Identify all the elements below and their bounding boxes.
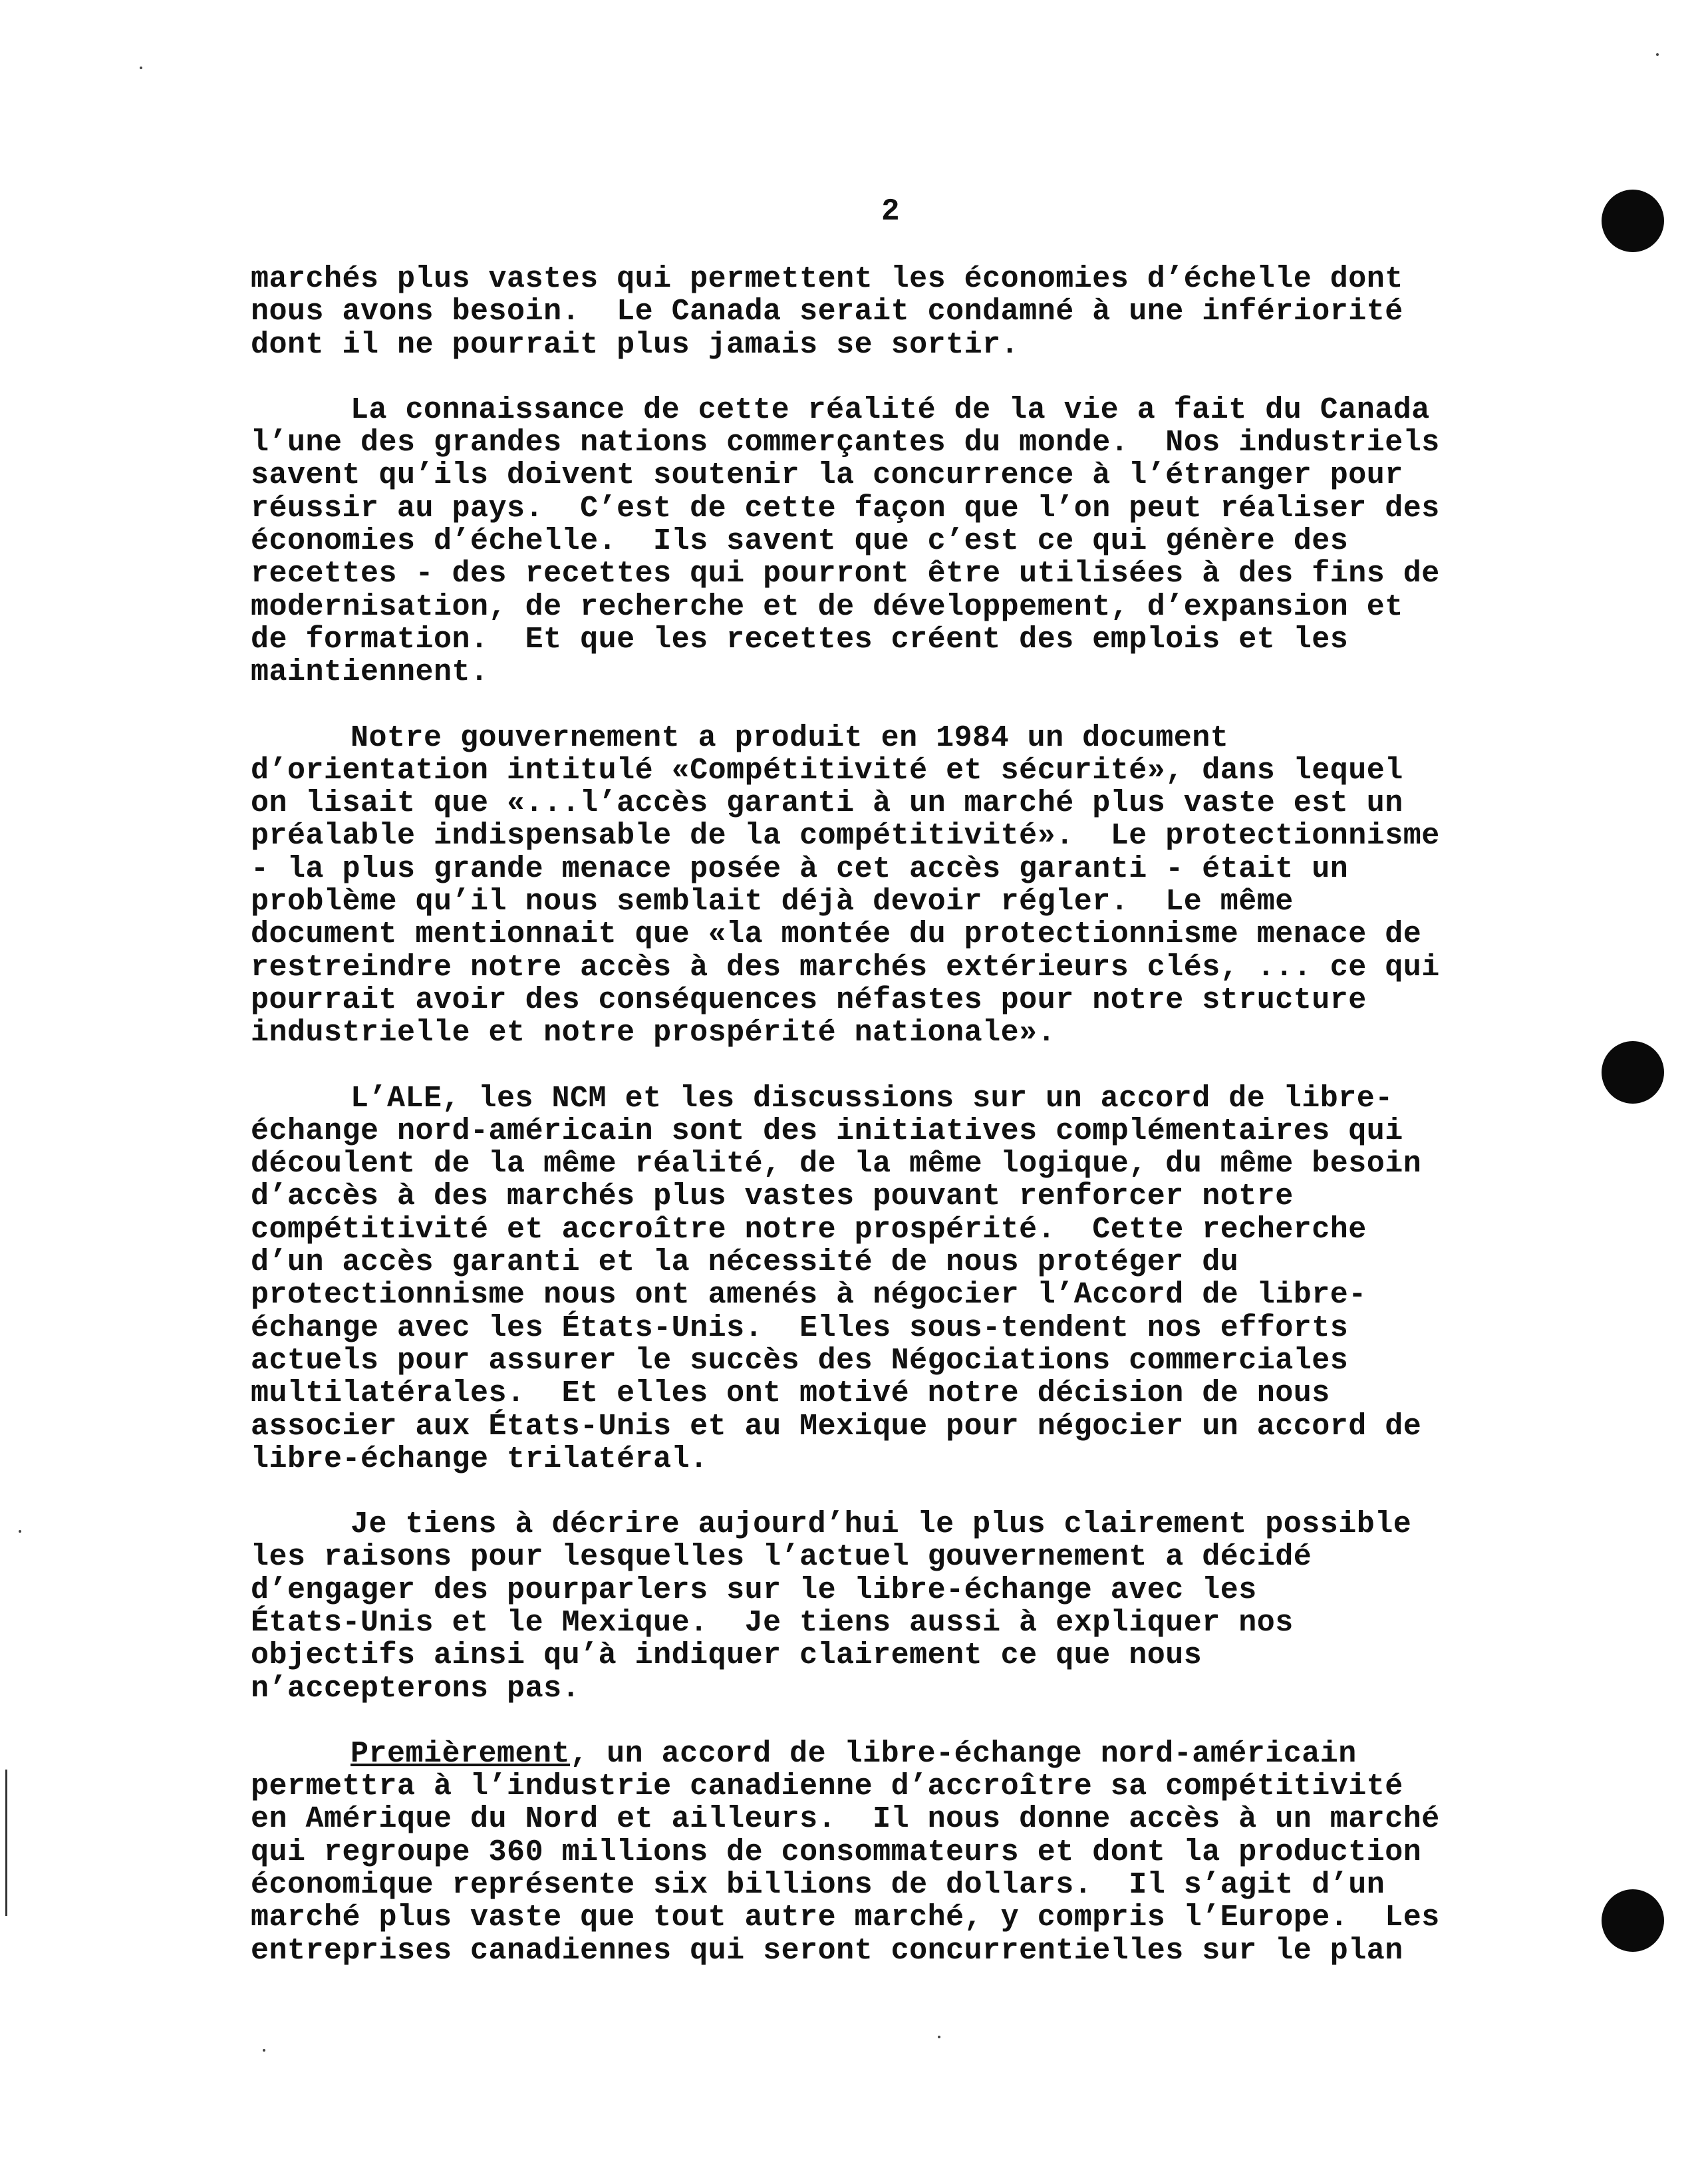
text-line: associer aux États-Unis et au Mexique pour négocier un accord de	[251, 1409, 1422, 1444]
emphasis-premierement: Premièrement	[351, 1736, 571, 1771]
text-line	[251, 1738, 1554, 1770]
text-line: économies d’échelle. Ils savent que c’est ce qui génère des	[251, 524, 1349, 559]
text-line: industrielle et notre prospérité nationale».	[251, 1016, 1056, 1050]
binder-hole-middle	[1602, 1041, 1664, 1104]
text-line: les raisons pour lesquelles l’actuel gouvernement a décidé	[251, 1540, 1312, 1575]
text-line: réussir au pays. C’est de cette façon que l’on peut réaliser des	[251, 491, 1440, 526]
text-line: d’un accès garanti et la nécessité de nous protéger du	[251, 1245, 1239, 1280]
text-line: marchés plus vastes qui permettent les économies d’échelle dont	[251, 262, 1403, 296]
text-line: La connaissance de cette réalité de la vie a fait du Canada	[351, 392, 1430, 427]
text-line: échange nord-américain sont des initiatives complémentaires qui	[251, 1114, 1403, 1148]
body-text	[251, 263, 1554, 2000]
text-line: multilatérales. Et elles ont motivé notre décision de nous	[251, 1376, 1330, 1411]
binder-hole-bottom	[1602, 1889, 1664, 1952]
text-line: l’une des grandes nations commerçantes du monde. Nos industriels	[251, 426, 1440, 460]
text-line: problème qu’il nous semblait déjà devoir régler. Le même	[251, 885, 1294, 919]
text-line: objectifs ainsi qu’à indiquer clairement ce que nous	[251, 1638, 1202, 1673]
scan-speck	[19, 1530, 21, 1533]
text-line: Notre gouvernement a produit en 1984 un document	[351, 720, 1229, 755]
text-line: recettes - des recettes qui pourront être utilisées à des fins de	[251, 557, 1440, 591]
text-line: en Amérique du Nord et ailleurs. Il nous donne accès à un marché	[251, 1802, 1440, 1837]
text-line: d’engager des pourparlers sur le libre-échange avec les	[251, 1573, 1257, 1607]
text-line: préalable indispensable de la compétitivité». Le protectionnisme	[251, 819, 1440, 854]
text-line: n’accepterons pas.	[251, 1671, 581, 1706]
text-line: pourrait avoir des conséquences néfastes pour notre structure	[251, 983, 1367, 1017]
paragraph-1	[251, 263, 1554, 361]
text-line: économique représente six billions de dollars. Il s’agit d’un	[251, 1868, 1385, 1903]
text-line: d’accès à des marchés plus vastes pouvant renforcer notre	[251, 1179, 1294, 1214]
lead-line-rest: , un accord de libre-échange nord-américain	[570, 1736, 1357, 1771]
text-line: on lisait que «...l’accès garanti à un marché plus vaste est un	[251, 786, 1403, 821]
text-line: libre-échange trilatéral.	[251, 1442, 708, 1476]
paragraph-6	[251, 1738, 1554, 1967]
text-line: protectionnisme nous ont amenés à négocier l’Accord de libre-	[251, 1278, 1367, 1313]
scan-speck	[263, 2049, 265, 2052]
text-line: maintiennent.	[251, 655, 489, 690]
text-line: L’ALE, les NCM et les discussions sur un accord de libre-	[351, 1081, 1393, 1116]
text-line: - la plus grande menace posée à cet accès garanti - était un	[251, 852, 1349, 886]
paragraph-4	[251, 1082, 1554, 1476]
text-line: compétitivité et accroître notre prospérité. Cette recherche	[251, 1212, 1367, 1247]
text-line: d’orientation intitulé «Compétitivité et sécurité», dans lequel	[251, 753, 1403, 788]
paragraph-5	[251, 1508, 1554, 1705]
text-line: de formation. Et que les recettes créent des emplois et les	[251, 622, 1349, 657]
text-line: échange avec les États-Unis. Elles sous-tendent nos efforts	[251, 1311, 1349, 1345]
text-line: entreprises canadiennes qui seront concurrentielles sur le plan	[251, 1933, 1403, 1968]
text-line: Je tiens à décrire aujourd’hui le plus clairement possible	[351, 1507, 1412, 1542]
paragraph-2	[251, 394, 1554, 689]
text-line: marché plus vaste que tout autre marché, y compris l’Europe. Les	[251, 1901, 1440, 1935]
page-number: 2	[881, 194, 900, 229]
text-line: permettra à l’industrie canadienne d’accroître sa compétitivité	[251, 1770, 1403, 1804]
scan-speck	[140, 67, 142, 69]
text-line: restreindre notre accès à des marchés extérieurs clés, ... ce qui	[251, 950, 1440, 985]
text-line: nous avons besoin. Le Canada serait condamné à une infériorité	[251, 295, 1403, 329]
text-line: modernisation, de recherche et de développement, d’expansion et	[251, 589, 1403, 624]
binder-hole-top	[1602, 190, 1664, 252]
scan-edge-mark	[5, 1770, 7, 1916]
text-line: document mentionnait que «la montée du protectionnisme menace de	[251, 917, 1422, 952]
text-line: qui regroupe 360 millions de consommateurs et dont la production	[251, 1835, 1422, 1869]
text-line: États-Unis et le Mexique. Je tiens aussi à expliquer nos	[251, 1605, 1294, 1640]
text-line: actuels pour assurer le succès des Négociations commerciales	[251, 1343, 1349, 1378]
text-line: savent qu’ils doivent soutenir la concurrence à l’étranger pour	[251, 458, 1403, 493]
scan-speck	[938, 2036, 940, 2038]
scan-speck	[1656, 53, 1659, 56]
text-line: dont il ne pourrait plus jamais se sortir.	[251, 327, 1020, 362]
paragraph-3	[251, 722, 1554, 1050]
text-line: découlent de la même réalité, de la même logique, du même besoin	[251, 1147, 1422, 1181]
